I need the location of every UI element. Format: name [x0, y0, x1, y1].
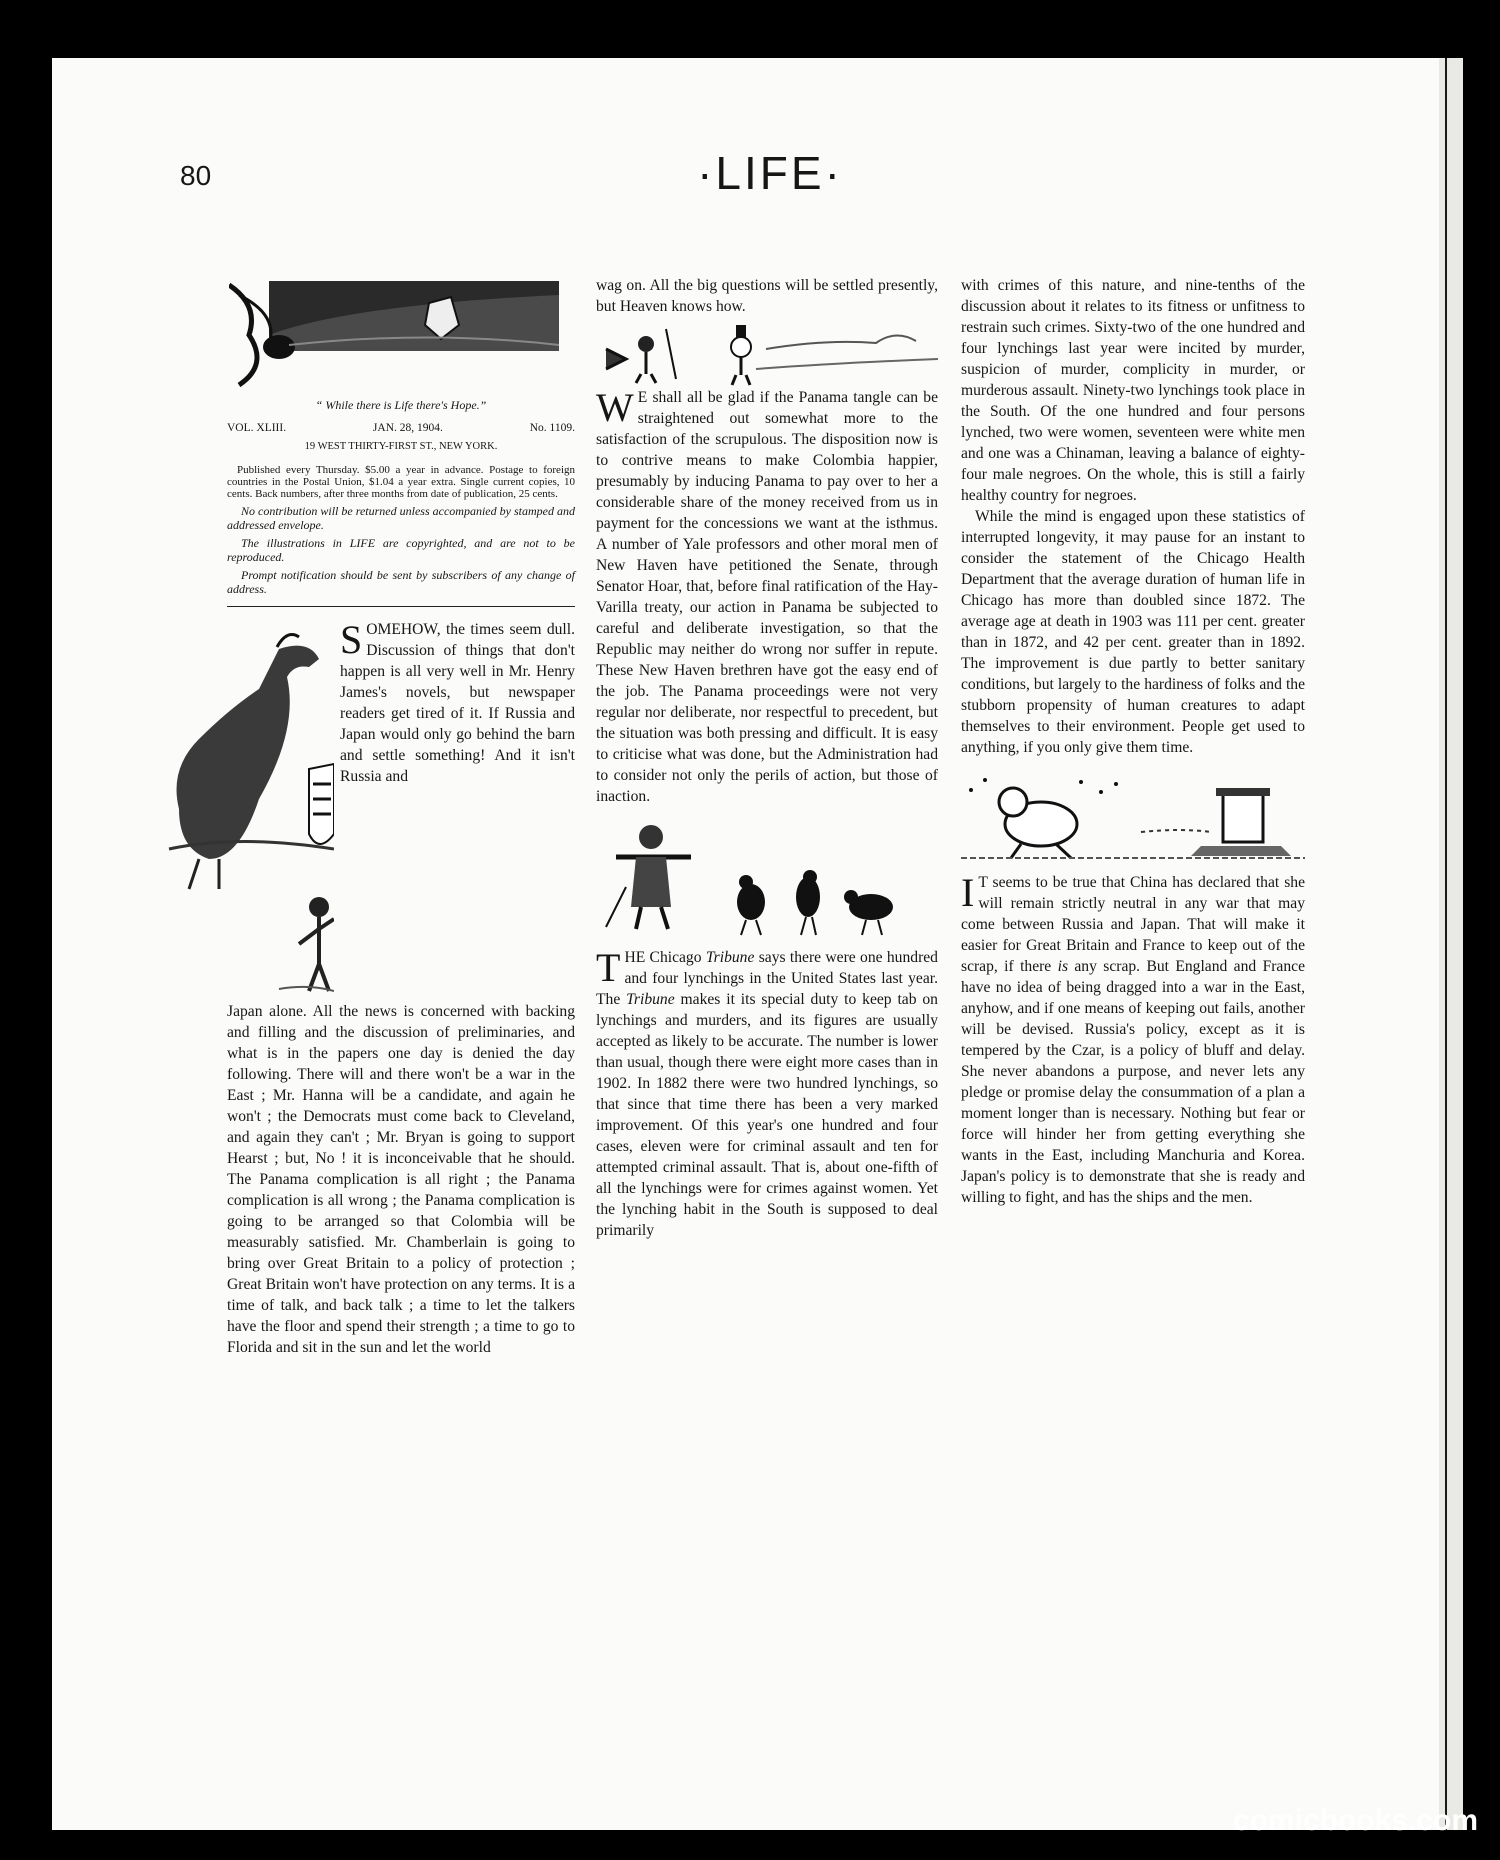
drop-cap-s: S — [340, 617, 363, 662]
tribune-italic-2: Tribune — [626, 991, 675, 1008]
somehow-text: OMEHOW, the times seem dull. Discussion of things that don't happen is all very well in Mr. Henry James's novels, but newspaper readers get tired of it. If Russia and Japan would only go behind the barn and settle something! And it isn't Russia and — [340, 621, 575, 785]
editorial-banner-illustration — [229, 275, 575, 395]
masthead-motto: “ While there is Life there's Hope.” — [315, 398, 487, 412]
tribune-italic: Tribune — [705, 949, 755, 966]
office-address: 19 WEST THIRTY-FIRST ST., NEW YORK. — [304, 441, 498, 452]
masthead-title: ·LIFE· — [697, 147, 843, 199]
column-2 — [596, 275, 938, 1241]
scarecrow-crows-illustration — [596, 817, 938, 939]
publication-notice: Published every Thursday. $5.00 a year in advance. Postage to foreign countries in the Postal Union, $1.04 a year extra. Single current copies, 10 cents. Back numbers, after three months from date of publication, 25 cents. — [227, 464, 575, 500]
wag-on-paragraph: wag on. All the big questions will be settled presently, but Heaven knows how. — [596, 277, 938, 315]
panama-text: E shall all be glad if the Panama tangle can be straightened out somewhat more to the satisfaction of the scrupulous. The disposition now is to contrive means to make Colombia happier, presumably by inducing Panama to pay over to her a considerable share of the money received from us in payment for the concessions we want at the isthmus. A number of Yale professors and other moral men of New Haven have petitioned the Senate, through Senator Hoar, that, before final ratification of the Hay-Varilla treaty, our action in Panama be subjected to careful and deliberate investigation, so that the Republic may neither do wrong nor suffer in repute. These New Haven brethren have got the easy end of the job. The Panama proceedings were not very regular nor deliberate, nor respectful to precedent, but the situation was both pressing and difficult. It is easy to criticise what was done, but the Administration had to consider not only the perils of action, but those of inaction. — [596, 389, 938, 805]
section-divider — [227, 606, 575, 607]
drop-cap-t: T — [596, 945, 621, 990]
adjacent-page-edge — [1439, 58, 1463, 1830]
chicago-tribune-paragraph — [596, 947, 938, 1241]
drop-cap-w: W — [596, 385, 634, 430]
somehow-continued: Japan alone. All the news is concerned with backing and filling and the discussion of preliminaries, and what is in the papers one day is denied the day following. There will and there won't be a war in the East ; Mr. Hanna will be a candidate, and again he won't ; the Democrats must come back to Cleveland, and again they can't ; Mr. Bryan is going to support Hearst ; but, No ! it is inconceivable that he should. The Panama complication is all right ; the Panama complication is all wrong ; the Panama complication is going to be arranged so that Colombia will be measurably satisfied. Mr. Chamberlain is going to bring over Great Britain to a policy of protection ; Great Britain won't have protection on any terms. It is a time of talk, and back talk ; a time to let the talkers have the floor and spend their strength ; a time to go to Florida and sit in the sun and let the world — [227, 1003, 575, 1356]
copyright-notice: The illustrations in LIFE are copyrighted, and are not to be reproduced. — [227, 536, 575, 564]
is-italic: is — [1057, 958, 1069, 975]
column-1 — [227, 275, 575, 1358]
address-change-notice: Prompt notification should be sent by subscribers of any change of address. — [227, 568, 575, 596]
column-3 — [961, 275, 1305, 1208]
chicago-text-b: says there were one hundred and four lynchings in the United States last year. The — [596, 949, 938, 1008]
volume-line — [227, 420, 575, 436]
somehow-article — [227, 619, 575, 1358]
issue-number: No. 1109. — [529, 422, 575, 434]
devil-uncle-sam-illustration — [596, 319, 938, 387]
longevity-paragraph: While the mind is engaged upon these statistics of interrupted longevity, it may pause for an instant to consider the statement of the Chicago Health Department that the average duration of human life in Chicago has more than doubled since 1872. The average age at death in 1903 was 111 per cent. greater than in 1872, and 42 per cent. greater than in 1892. The improvement is due partly to better sanitary conditions, but largely to the hardiness of folks and the stubborn propensity of human creatures to adapt themselves to their environment. People get used to anything, if you only give them time. — [961, 508, 1305, 756]
bear-beehive-illustration — [961, 772, 1305, 862]
contribution-notice: No contribution will be returned unless accompanied by stamped and addressed envelope. — [227, 504, 575, 532]
eagle-illustration — [159, 619, 334, 1001]
lynching-continued-paragraph: with crimes of this nature, and nine-tenths of the discussion about it relates to its fitness or unfitness to restrain such crimes. Sixty-two of the one hundred and four lynchings last year were incited by murder, suspicion of murder, complicity in murder, or murderous assault. Ninety-two lynchings took place in the South. Of the one hundred and four persons lynched, two were women, seventeen were white men and one was a Chinaman, leaving a balance of eighty-four male negroes. On the whole, this is still a fairly healthy country for negroes. — [961, 277, 1305, 504]
watermark: comicbooks.com — [1232, 1804, 1478, 1837]
volume-number: VOL. XLIII. — [227, 422, 287, 434]
china-text-a: T seems to be true that China has declared that she will remain strictly neutral in any war that may come between Russia and Japan. That will make it easier for Great Britain and France to keep out of the scrap, if there — [961, 874, 1305, 975]
panama-paragraph — [596, 387, 938, 807]
page-gutter-line — [1445, 58, 1447, 1830]
chicago-text-a: HE Chicago — [624, 949, 706, 966]
china-text-b: any scrap. But England and France have no idea of being dragged into a war in the East, anyhow, and if one means of keeping out fails, another will be devised. Russia's policy, except as it is tempered by the Czar, is a policy of bluff and delay. She never abandons a purpose, and never lets any pledge or promise delay the consummation of a plan a moment longer than is necessary. Nothing but fear or force will hinder her from getting everything she wants in the East, including Manchuria and Korea. Japan's policy is to demonstrate that she is ready and willing to fight, and has the ships and the men. — [961, 958, 1305, 1206]
issue-date: JAN. 28, 1904. — [372, 422, 443, 434]
drop-cap-i: I — [961, 870, 975, 915]
page-number: 80 — [180, 160, 212, 191]
china-neutrality-paragraph — [961, 872, 1305, 1208]
chicago-text-c: makes it its special duty to keep tab on lynchings and murders, and its figures are usually accepted as likely to be accurate. The number is lower than usual, though there were eight more cases than in 1902. In 1882 there were two hundred lynchings, so that since that time there has been a very marked improvement. Of this year's one hundred and four cases, eleven were for criminal assault and ten for attempted criminal assault. That is, about one-fifth of all the lynchings were for crimes against women. Yet the lynching habit in the South is supposed to deal primarily — [596, 991, 938, 1239]
